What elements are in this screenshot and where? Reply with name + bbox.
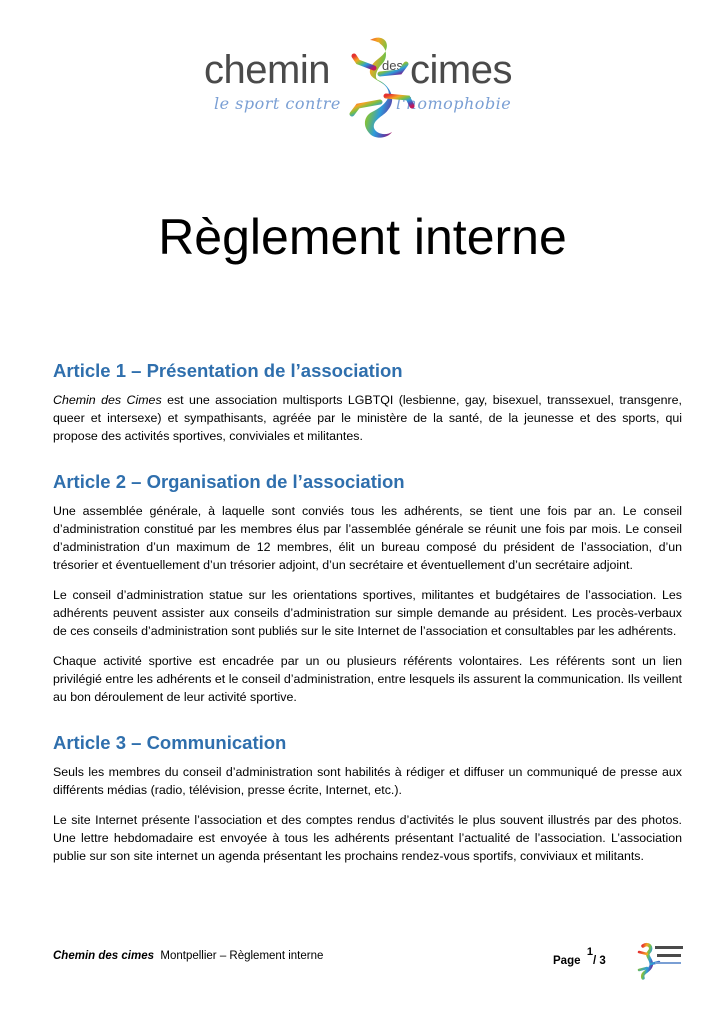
article-1-paragraph-1 <box>53 391 682 445</box>
logo-word-des: des <box>382 58 403 73</box>
article-3 <box>53 732 682 865</box>
footer-doc-name: Montpellier – Règlement interne <box>160 950 324 962</box>
article-2-paragraph-3: Chaque activité sportive est encadrée par un ou plusieurs référents volontaires. Les référents sont un lien privilégié entre les adhérents et le conseil d’administration, entre lesquels ils assurent la communication. Ils veillent au bon déroulement de leur activité sportive. <box>53 654 682 704</box>
article-3-heading: Article 3 – Communication <box>53 732 287 753</box>
article-2-paragraph-2: Le conseil d’administration statue sur les orientations sportives, militantes et budgétaires de l’association. Les adhérents peuvent assister aux conseils d’administration sur simple demande au président. Les procès-verbaux de ces conseils d’administration sont publiés sur le site Internet de l’association et consultables par les adhérents. <box>53 588 682 638</box>
footer-org-name: Chemin des cimes <box>53 950 154 962</box>
document-body <box>53 360 682 891</box>
logo-word-cimes: cimes <box>410 48 512 92</box>
article-2 <box>53 471 682 706</box>
footer-doc-title <box>53 950 323 962</box>
logo-tagline-part2: l'homophobie <box>396 94 512 113</box>
article-1 <box>53 360 682 445</box>
page-total: / 3 <box>593 954 606 967</box>
logo-word-chemin: chemin <box>204 48 330 92</box>
header-logo <box>200 34 540 144</box>
logo-tagline-part1: le sport contre <box>214 94 341 113</box>
article-3-paragraph-2: Le site Internet présente l’association et des comptes rendus d’activités le plus souvent illustrés par des photos. Une lettre hebdomadaire est envoyée à tous les adhérents présentant l’actualité de l’association. L’association publie sur son site internet un agenda présentant les prochains rendez-vous sportifs, conviviaux et militants. <box>53 813 682 863</box>
article-1-heading: Article 1 – Présentation de l’association <box>53 360 403 381</box>
org-name-emphasis: Chemin des Cimes <box>53 393 162 407</box>
article-2-paragraph-1: Une assemblée générale, à laquelle sont conviés tous les adhérents, se tient une fois par an. Le conseil d’administration constitué par les membres élus par l’assemblée générale se réunit une fois par mois. Le conseil d’administration d’un maximum de 12 membres, élit un bureau composé du président de l’association, d’un trésorier et éventuellement d’un trésorier adjoint, d’un secrétaire et éventuellement d’un secrétaire adjoint. <box>53 504 682 572</box>
article-3-paragraph-1: Seuls les membres du conseil d’administration sont habilités à rédiger et diffuser un communiqué de presse aux différents médias (radio, télévision, presse écrite, Internet, etc.). <box>53 765 682 797</box>
page-footer <box>53 948 683 988</box>
page-number <box>553 946 606 967</box>
page-title: Règlement interne <box>158 209 567 265</box>
page-current: 1 <box>586 946 594 958</box>
article-2-heading: Article 2 – Organisation de l’association <box>53 471 405 492</box>
gecko-icon <box>328 34 428 144</box>
article-1-paragraph-1-text: est une association multisports LGBTQI (lesbienne, gay, bisexuel, transsexuel, transgenre, queer et intersexe) et sympathisants, agréée par le ministère de la santé, de la jeunesse et des sports, qui propose des activités sportives, conviviales et militantes. <box>53 393 683 443</box>
footer-logo-icon <box>633 940 687 980</box>
page-label: Page <box>553 954 581 967</box>
